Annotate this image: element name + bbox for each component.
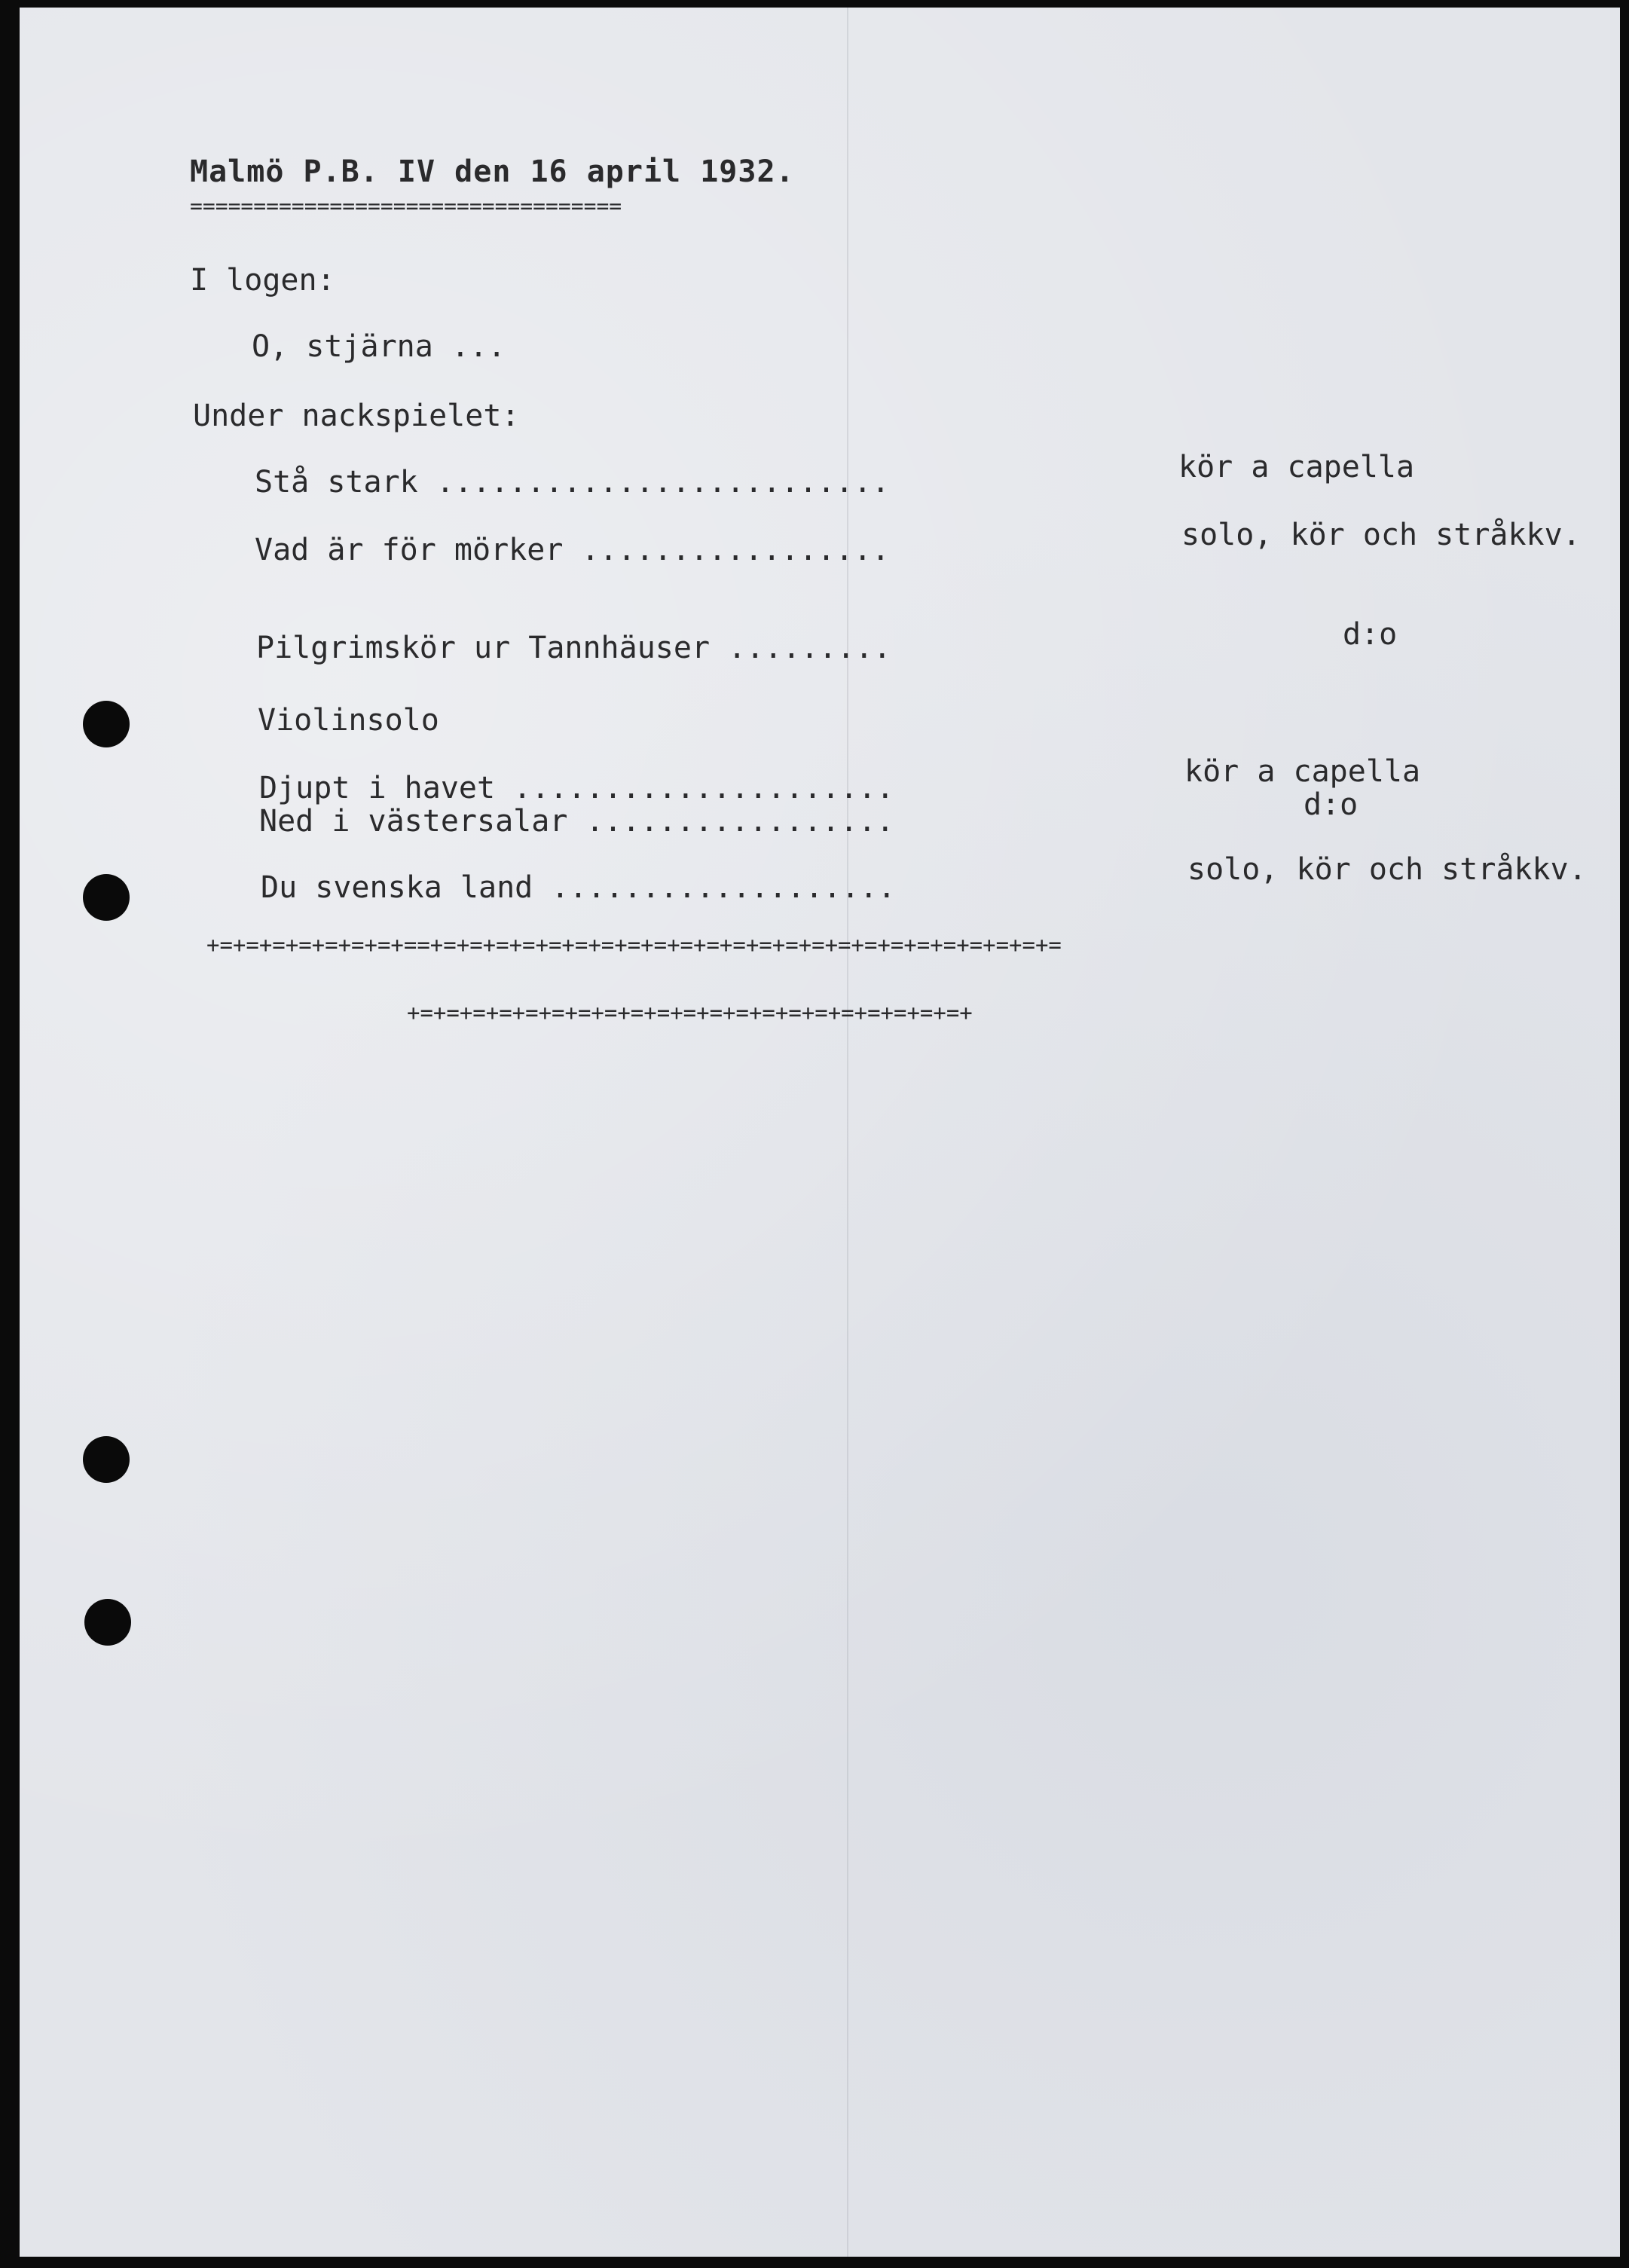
program-item-performance: solo, kör och stråkkv. <box>1181 518 1581 552</box>
section-label-logen: I logen: <box>190 263 335 298</box>
program-item-title: Pilgrimskör ur Tannhäuser ......... <box>256 631 891 665</box>
program-item-title: Ned i västersalar ................. <box>259 804 894 839</box>
decorative-divider: +=+=+=+=+=+=+=+==+=+=+=+=+=+=+=+=+=+=+=+=+=+=+=+=+=+=+=+=+=+=+=+= <box>206 932 1062 958</box>
section-label-nackspielet: Under nackspielet: <box>193 399 520 433</box>
paper-sheet <box>20 8 1620 2257</box>
document-title: Malmö P.B. IV den 16 april 1932. <box>190 154 795 189</box>
decorative-divider: +=+=+=+=+=+=+=+=+=+=+=+=+=+=+=+=+=+=+=+=+=+ <box>407 1000 973 1025</box>
punch-hole <box>84 1599 131 1646</box>
program-item-title: Du svenska land ................... <box>261 870 896 905</box>
program-item-title: Stå stark ......................... <box>255 465 890 500</box>
punch-hole <box>83 1436 130 1483</box>
program-item-performance: d:o <box>1304 787 1359 822</box>
program-item-title: Vad är för mörker ................. <box>255 533 890 567</box>
program-item-title: Djupt i havet ..................... <box>259 771 894 805</box>
punch-hole <box>83 701 130 747</box>
fold-crease <box>847 8 848 2257</box>
program-item-title: Violinsolo <box>258 703 439 738</box>
program-item-performance: d:o <box>1343 617 1398 652</box>
title-underline: ================================== <box>190 194 622 219</box>
program-item-performance: kör a capella <box>1184 754 1421 789</box>
program-item-title: O, stjärna ... <box>252 329 506 364</box>
program-item-performance: kör a capella <box>1178 450 1415 484</box>
punch-hole <box>83 874 130 921</box>
program-item-performance: solo, kör och stråkkv. <box>1187 852 1587 887</box>
